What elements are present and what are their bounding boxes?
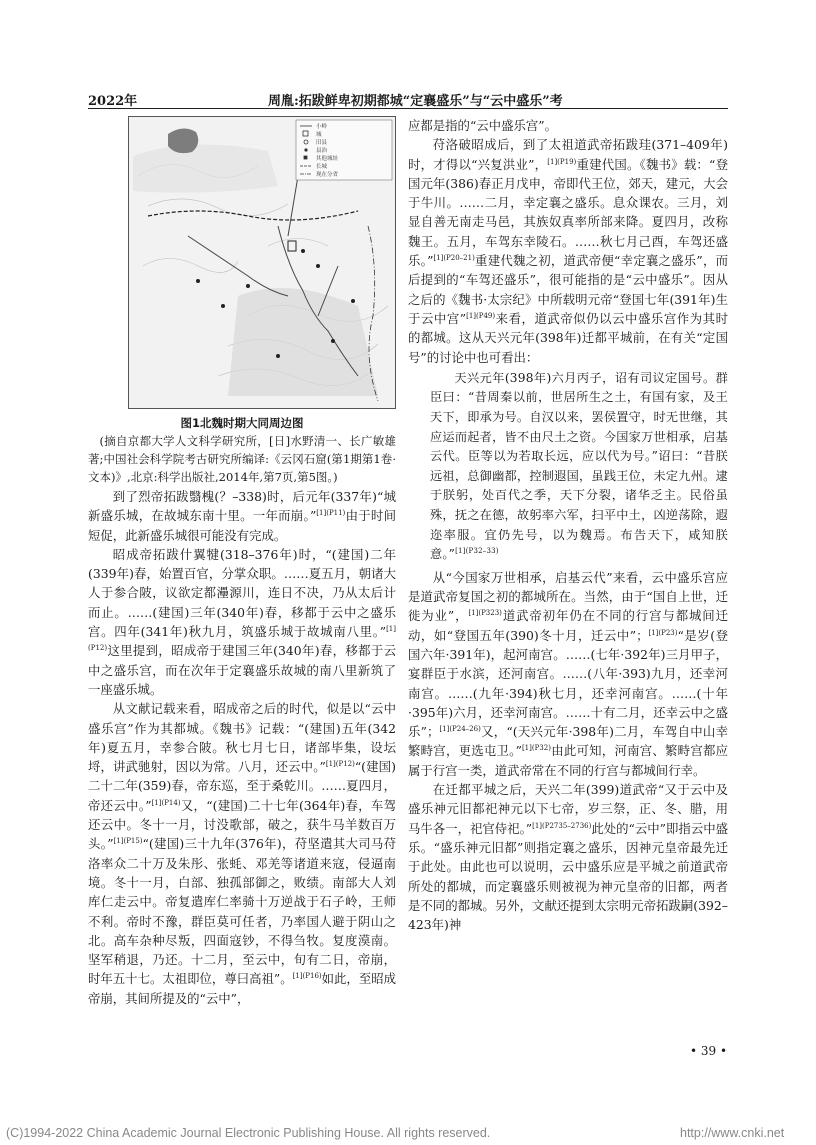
citation-marker: [1](P15) xyxy=(113,837,143,846)
paragraph xyxy=(408,568,728,780)
citation-marker: [1](P49) xyxy=(466,311,496,320)
right-column xyxy=(408,116,728,934)
citation-marker: [1](P12) xyxy=(88,625,396,653)
figure-caption: 图1北魏时期大同周边图 xyxy=(180,416,304,430)
north-wei-datong-map xyxy=(128,116,396,409)
citation-marker: [1](P19) xyxy=(547,157,577,166)
paragraph-text: 天兴元年(398年)六月丙子，诏有司议定国号。群臣曰：“昔周秦以前，世居所生之土，有国有家，及王天下，即承为号。自汉以来，罢侯置守，时无世继，其应运而起者，皆不由尺土之资。今国家万世相承，启基云代。臣等以为若取长远，应以代为号。”诏曰：“昔朕远祖，总御幽都，控制遐国，虽践王位，未定九州。逮于朕躬，处百代之季，天下分裂，诸华乏主。民俗虽殊，抚之在德，故躬率六军，扫平中土，凶逆荡除，遐迩率服。宜仍先号，以为魏焉。布告天下，咸知朕意。” xyxy=(430,370,728,562)
paragraph-text: 应都是指的“云中盛乐宫”。 xyxy=(408,118,557,133)
paragraph-text: 由此可知，河南宫、繁畤宫都应属于行宫一类，道武帝常在不同的行宫与都城间行幸。 xyxy=(408,743,728,778)
paragraph-text: 如此，至昭成帝崩，其间所提及的“云中”， xyxy=(88,971,397,1006)
map-figure xyxy=(128,116,396,409)
paragraph-text: 又，“(建国)二十七年(364年)春，车驾还云中。冬十一月，讨没歌部，破之，获牛马羊数百万头。” xyxy=(88,797,396,852)
quote-paragraph xyxy=(430,369,728,565)
citation-marker: [1](P12) xyxy=(325,760,355,769)
legend-item: 其他城址 xyxy=(316,156,339,162)
paragraph-text: 重建代国。《魏书》载：“登国元年(386)春正月戊申，帝即代王位，郊天，建元，大会于牛川。……二月，幸定襄之盛乐。息众课农。三月，刘显自善无南走马邑，其族奴真率所部来降。夏四月，改称魏王。五月，车驾东幸陵石。……秋七月己酉，车驾还盛乐。” xyxy=(408,156,728,269)
citation-marker: [1](P11) xyxy=(316,509,346,518)
figure-source: (摘自京都大学人文科学研究所，[日]水野清一、长广敏雄著;中国社会科学院考古研究所编译:《云冈石窟(第1期第1卷·文本)》,北京:科学出版社,2014年,第7页,第5图。) xyxy=(88,434,396,484)
legend-item: 旧县 xyxy=(316,140,328,146)
right-body-text-bottom xyxy=(408,568,728,935)
legend-item: 县治 xyxy=(316,148,328,154)
paragraph-text: 昭成帝拓跋什翼犍(318–376年)时，“(建国)二年(339年)春，始置百官，分掌众职。……夏五月，朝诸大人于参合陂，议欲定都灅源川，连日不决，乃从太后计而止。……(建国)三年(340年)春，移都于云中之盛乐宫。四年(341年)秋九月，筑盛乐城于故城南八里。” xyxy=(88,546,396,640)
paragraph-text: 到了烈帝拓跋翳槐(？–338)时，后元年(337年)“城新盛乐城，在故城东南十里。一年而崩。” xyxy=(88,489,396,524)
block-quote xyxy=(408,369,728,565)
paragraph-text: “(建国)二十二年(359)春，帝东巡，至于桑乾川。……夏四月，帝还云中。” xyxy=(88,759,396,813)
copyright-notice: (C)1994-2022 China Academic Journal Electronic Publishing House. All rights reserved. xyxy=(6,1126,491,1140)
cnki-link[interactable]: http://www.cnki.net xyxy=(680,1126,785,1140)
paragraph-text: 重建代魏之初，道武帝便“幸定襄之盛乐”，而后提到的“车驾还盛乐”，很可能指的是“云中盛乐”。因从之后的《魏书·太宗纪》中所载明元帝“登国七年(391年)生于云中宫” xyxy=(408,253,728,326)
left-column xyxy=(88,116,396,1008)
citation-marker: [1](P14) xyxy=(151,798,181,807)
paragraph-text: 苻洛破昭成后，到了太祖道武帝拓跋珪(371–409年)时，才得以“兴复洪业”， xyxy=(408,137,728,172)
footer xyxy=(0,1124,816,1145)
paragraph-text: 由于时间短促，此新盛乐城很可能没有完成。 xyxy=(88,508,396,543)
paragraph-text: 从文献记载来看，昭成帝之后的时代，似是以“云中盛乐宫”作为其都城。《魏书》记载：“(建国)五年(342年)夏五月，幸参合陂。秋七月七日，诸部毕集，设坛埒，讲武驰射，因以为常。八月，还云中。” xyxy=(88,701,396,775)
paragraph xyxy=(88,487,396,545)
citation-marker: [1](P24–26) xyxy=(439,725,481,734)
citation-marker: [1](P23) xyxy=(648,628,678,637)
paragraph-text: 此处的“云中”即指云中盛乐。“盛乐神元旧都”则指定襄之盛乐，因神元皇帝最先迁于此处。由此也可以说明，云中盛乐应是平城之前道武帝所处的都城，而定襄盛乐则被视为神元皇帝的旧都，两者是不同的都城。另外，文献还提到太宗明元帝拓跋嗣(392–423年)神 xyxy=(408,820,729,933)
page-header-title: 周胤:拓跋鲜卑初期都城“定襄盛乐”与“云中盛乐”考 xyxy=(268,94,563,109)
paragraph-text: “(建国)三十九年(376年)，苻坚遣其大司马苻洛率众二十万及朱彤、张蚝、邓羌等诸道来寇，侵逼南境。冬十一月，白部、独孤部御之，败绩。南部大人刘库仁走云中。帝复遣库仁率骑十万逆战于石子岭，王师不利。帝时不豫，群臣莫可任者，乃率国人避于阴山之北。高车杂种尽叛，四面寇钞，不得刍牧。复度漠南。坚军稍退，乃还。十二月，至云中，旬有二日，帝崩，时年五十七。太祖即位，尊曰高祖”。 xyxy=(88,836,396,987)
legend-item: 长城 xyxy=(316,164,328,170)
left-body-text xyxy=(88,487,396,1008)
paragraph xyxy=(408,135,728,367)
citation-marker: [1](P32–33) xyxy=(455,547,499,556)
page-header-year: 2022年 xyxy=(88,94,138,109)
citation-marker: [1](P20–21) xyxy=(433,254,475,263)
paragraph-text: “是岁(登国六年·391年)，起河南宫。……(七年·392年)三月甲子，宴群臣于水滨，还河南宫。……(八年·393)九月，还幸河南宫。……(九年·394)秋七月，还幸河南宫。……(十年·395年)六月，还幸河南宫。……十有二月，还幸云中之盛乐”； xyxy=(408,627,728,740)
legend-item: 城 xyxy=(316,132,322,138)
paragraph-text: 又，“(天兴元年·398年)二月，车驾自中山幸繁畤宫，更选屯卫。” xyxy=(408,724,728,759)
citation-marker: [1](P16) xyxy=(292,972,322,981)
paragraph-text: 这里提到，昭成帝于建国三年(340年)春，移都于云中之盛乐宫，而在次年于定襄盛乐故城的南八里新筑了一座盛乐城。 xyxy=(88,643,396,697)
citation-marker: [1](P32) xyxy=(521,744,551,753)
legend-item: 现在分省 xyxy=(316,172,339,178)
paragraph-text: 来看，道武帝似仍以云中盛乐宫作为其时的都城。这从天兴元年(398年)迁都平城前，在有关“定国号”的讨论中也可看出： xyxy=(408,310,728,365)
paragraph-text: 从“今国家万世相承，启基云代”来看，云中盛乐宫应是道武帝复国之初的都城所在。当然，由于“国自上世，迁徙为业”， xyxy=(408,569,728,624)
paragraph xyxy=(408,116,728,135)
page-number: • 39 • xyxy=(690,1044,728,1058)
paragraph-text: 道武帝初年仍在不同的行宫与都城间迁动，如“登国五年(390)冬十月，迁云中”； xyxy=(408,608,729,643)
citation-marker: [1](P2735–2736) xyxy=(532,821,592,830)
paragraph xyxy=(88,545,396,699)
paragraph xyxy=(408,780,728,934)
paragraph-text: 在迁都平城之后，天兴二年(399)道武帝“又于云中及盛乐神元旧都祀神元以下七帝，岁三祭，正、冬、腊，用马牛各一，祀官侍祀。” xyxy=(408,782,728,836)
citation-marker: [1](P323) xyxy=(468,609,502,618)
right-body-text-top xyxy=(408,116,728,367)
paragraph xyxy=(88,699,396,1008)
legend-item: 小岭 xyxy=(316,124,328,130)
header-rule xyxy=(88,108,728,109)
